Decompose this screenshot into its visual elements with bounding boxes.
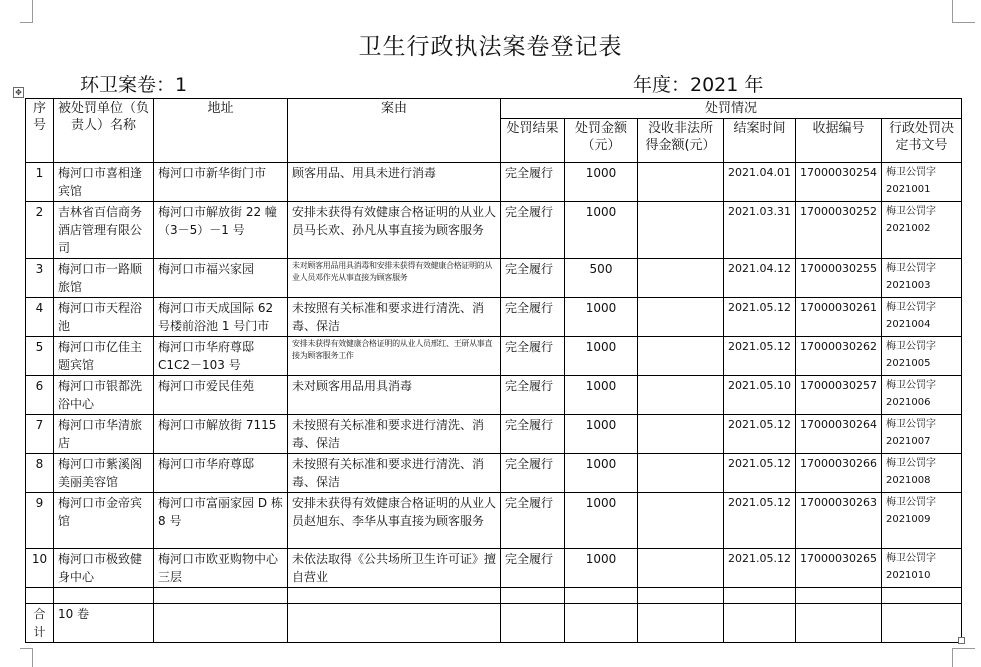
table-row-empty: [26, 588, 962, 604]
cell-empty: [501, 604, 565, 643]
cell-amount: 1000: [565, 493, 638, 549]
cell-empty: [638, 604, 724, 643]
cell-result: 完全履行: [501, 163, 565, 202]
header-confiscated: 没收非法所得金额(元）: [638, 119, 724, 163]
cell-confiscated: [638, 202, 724, 259]
table-move-handle-icon[interactable]: ✥: [13, 87, 24, 98]
cell-unit: 梅河口市极致健身中心: [54, 549, 154, 588]
table-row: [26, 298, 962, 337]
cell-empty: [288, 588, 501, 604]
cell-reason: 安排未获得有效健康合格证明的从业人员赵旭东、李华从事直接为顾客服务: [288, 493, 501, 549]
cell-amount: 1000: [565, 415, 638, 454]
cell-confiscated: [638, 298, 724, 337]
cell-amount: 1000: [565, 163, 638, 202]
cell-unit: 梅河口市金帝宾馆: [54, 493, 154, 549]
cell-receipt-no: 17000030254: [795, 163, 881, 202]
cell-address: 梅河口市富丽家园 D 栋 8 号: [154, 493, 288, 549]
cell-reason: 未依法取得《公共场所卫生许可证》擅自营业: [288, 549, 501, 588]
cell-unit: 梅河口市天程浴池: [54, 298, 154, 337]
cell-result: 完全履行: [501, 202, 565, 259]
case-number: 环卫案卷：1: [80, 74, 188, 96]
table-row: [26, 376, 962, 415]
cell-reason: 未按照有关标准和要求进行清洗、消毒、保洁: [288, 454, 501, 493]
cell-result: 完全履行: [501, 549, 565, 588]
cell-decision-no: 梅卫公罚字2021005: [881, 337, 961, 376]
cell-result: 完全履行: [501, 493, 565, 549]
cell-reason: 安排未获得有效健康合格证明的从业人员马长欢、孙凡从事直接为顾客服务: [288, 202, 501, 259]
cell-confiscated: [638, 549, 724, 588]
case-register-table: [25, 98, 962, 643]
header-seq: 序号: [26, 99, 54, 163]
cell-decision-no: 梅卫公罚字2021002: [881, 202, 961, 259]
cell-close-time: 2021.05.12: [724, 415, 796, 454]
year-label: 年度：2021 年: [633, 74, 764, 96]
cell-receipt-no: 17000030262: [795, 337, 881, 376]
cell-unit: 梅河口市一路顺旅馆: [54, 259, 154, 298]
cell-result: 完全履行: [501, 454, 565, 493]
total-label: 合计: [26, 604, 54, 643]
header-close-time: 结案时间: [724, 119, 796, 163]
cell-close-time: 2021.05.12: [724, 549, 796, 588]
table-row: [26, 163, 962, 202]
page-corner-mark-bottom-right: [952, 648, 975, 667]
cell-address: 梅河口市解放街 22 幢（3－5）－1 号: [154, 202, 288, 259]
cell-receipt-no: 17000030252: [795, 202, 881, 259]
cell-amount: 1000: [565, 202, 638, 259]
header-penalty-group: 处罚情况: [501, 99, 962, 119]
cell-receipt-no: 17000030266: [795, 454, 881, 493]
cell-close-time: 2021.05.12: [724, 454, 796, 493]
cell-decision-no: 梅卫公罚字2021007: [881, 415, 961, 454]
cell-amount: 1000: [565, 376, 638, 415]
cell-seq: 5: [26, 337, 54, 376]
cell-empty: [724, 604, 796, 643]
table-row: [26, 259, 962, 298]
table-row: [26, 415, 962, 454]
cell-seq: 10: [26, 549, 54, 588]
header-address: 地址: [154, 99, 288, 163]
cell-decision-no: 梅卫公罚字2021008: [881, 454, 961, 493]
cell-reason: 顾客用品、用具未进行消毒: [288, 163, 501, 202]
cell-seq: 1: [26, 163, 54, 202]
cell-seq: 6: [26, 376, 54, 415]
cell-result: 完全履行: [501, 415, 565, 454]
cell-reason: 未按照有关标准和要求进行清洗、消毒、保洁: [288, 415, 501, 454]
cell-result: 完全履行: [501, 298, 565, 337]
cell-result: 完全履行: [501, 337, 565, 376]
cell-receipt-no: 17000030263: [795, 493, 881, 549]
cell-amount: 1000: [565, 549, 638, 588]
header-unit: 被处罚单位（负责人）名称: [54, 99, 154, 163]
cell-decision-no: 梅卫公罚字2021004: [881, 298, 961, 337]
cell-confiscated: [638, 415, 724, 454]
cell-amount: 1000: [565, 337, 638, 376]
cell-address: 梅河口市天成国际 62 号楼前浴池 1 号门市: [154, 298, 288, 337]
page-corner-mark-top-right: [952, 0, 975, 23]
header-reason: 案由: [288, 99, 501, 163]
cell-confiscated: [638, 259, 724, 298]
cell-confiscated: [638, 454, 724, 493]
cell-close-time: 2021.04.01: [724, 163, 796, 202]
cell-close-time: 2021.05.10: [724, 376, 796, 415]
cell-address: 梅河口市新华街门市: [154, 163, 288, 202]
cell-empty: [501, 588, 565, 604]
cell-result: 完全履行: [501, 259, 565, 298]
cell-empty: [26, 588, 54, 604]
cell-close-time: 2021.04.12: [724, 259, 796, 298]
cell-confiscated: [638, 163, 724, 202]
cell-confiscated: [638, 337, 724, 376]
table-row: [26, 493, 962, 549]
cell-amount: 1000: [565, 298, 638, 337]
cell-empty: [154, 588, 288, 604]
cell-seq: 2: [26, 202, 54, 259]
table-resize-handle[interactable]: [958, 637, 965, 644]
total-value: 10 卷: [54, 604, 154, 643]
cell-address: 梅河口市爱民佳苑: [154, 376, 288, 415]
header-row: [26, 99, 962, 119]
cell-receipt-no: 17000030255: [795, 259, 881, 298]
cell-unit: 吉林省百信商务酒店管理有限公司: [54, 202, 154, 259]
table-row: [26, 549, 962, 588]
cell-result: 完全履行: [501, 376, 565, 415]
cell-confiscated: [638, 376, 724, 415]
cell-empty: [795, 588, 881, 604]
cell-empty: [565, 604, 638, 643]
cell-empty: [724, 588, 796, 604]
cell-decision-no: 梅卫公罚字2021006: [881, 376, 961, 415]
header-receipt-no: 收据编号: [795, 119, 881, 163]
cell-reason: 未对顾客用品用具消毒: [288, 376, 501, 415]
cell-confiscated: [638, 493, 724, 549]
header-decision-no: 行政处罚决定书文号: [881, 119, 961, 163]
cell-seq: 9: [26, 493, 54, 549]
cell-reason: 未对顾客用品用具消毒和安排未获得有效健康合格证明的从业人员邓作光从事直接为顾客服务: [288, 259, 501, 298]
cell-unit: 梅河口市银都洗浴中心: [54, 376, 154, 415]
cell-empty: [795, 604, 881, 643]
cell-decision-no: 梅卫公罚字2021001: [881, 163, 961, 202]
cell-empty: [565, 588, 638, 604]
page-corner-mark-top-left: [20, 0, 33, 23]
cell-seq: 7: [26, 415, 54, 454]
table-row: [26, 202, 962, 259]
cell-close-time: 2021.05.12: [724, 493, 796, 549]
cell-address: 梅河口市欧亚购物中心三层: [154, 549, 288, 588]
cell-decision-no: 梅卫公罚字2021010: [881, 549, 961, 588]
cell-unit: 梅河口市喜相逢宾馆: [54, 163, 154, 202]
cell-address: 梅河口市福兴家园: [154, 259, 288, 298]
cell-empty: [881, 588, 961, 604]
cell-reason: 未按照有关标准和要求进行清洗、消毒、保洁: [288, 298, 501, 337]
cell-seq: 4: [26, 298, 54, 337]
cell-unit: 梅河口市亿佳主题宾馆: [54, 337, 154, 376]
table-row: [26, 454, 962, 493]
cell-seq: 8: [26, 454, 54, 493]
cell-reason: 安排未获得有效健康合格证明的从业人员邢红、王研从事直接为顾客服务工作: [288, 337, 501, 376]
cell-empty: [638, 588, 724, 604]
cell-unit: 梅河口市华清旅店: [54, 415, 154, 454]
table-row: [26, 337, 962, 376]
cell-amount: 500: [565, 259, 638, 298]
page-corner-mark-bottom-left: [20, 648, 33, 667]
cell-empty: [881, 604, 961, 643]
cell-receipt-no: 17000030261: [795, 298, 881, 337]
cell-decision-no: 梅卫公罚字2021009: [881, 493, 961, 549]
header-amount: 处罚金额（元）: [565, 119, 638, 163]
header-result: 处罚结果: [501, 119, 565, 163]
cell-receipt-no: 17000030257: [795, 376, 881, 415]
cell-address: 梅河口市华府尊邸: [154, 454, 288, 493]
cell-address: 梅河口市解放街 7115: [154, 415, 288, 454]
cell-receipt-no: 17000030264: [795, 415, 881, 454]
cell-empty: [288, 604, 501, 643]
cell-amount: 1000: [565, 454, 638, 493]
cell-empty: [54, 588, 154, 604]
cell-close-time: 2021.05.12: [724, 337, 796, 376]
cell-unit: 梅河口市紫溪阁美丽美容馆: [54, 454, 154, 493]
cell-close-time: 2021.05.12: [724, 298, 796, 337]
cell-empty: [154, 604, 288, 643]
total-row: [26, 604, 962, 643]
cell-decision-no: 梅卫公罚字2021003: [881, 259, 961, 298]
cell-close-time: 2021.03.31: [724, 202, 796, 259]
cell-address: 梅河口市华府尊邸 C1C2－103 号: [154, 337, 288, 376]
document-title: 卫生行政执法案卷登记表: [358, 34, 623, 60]
cell-seq: 3: [26, 259, 54, 298]
cell-receipt-no: 17000030265: [795, 549, 881, 588]
